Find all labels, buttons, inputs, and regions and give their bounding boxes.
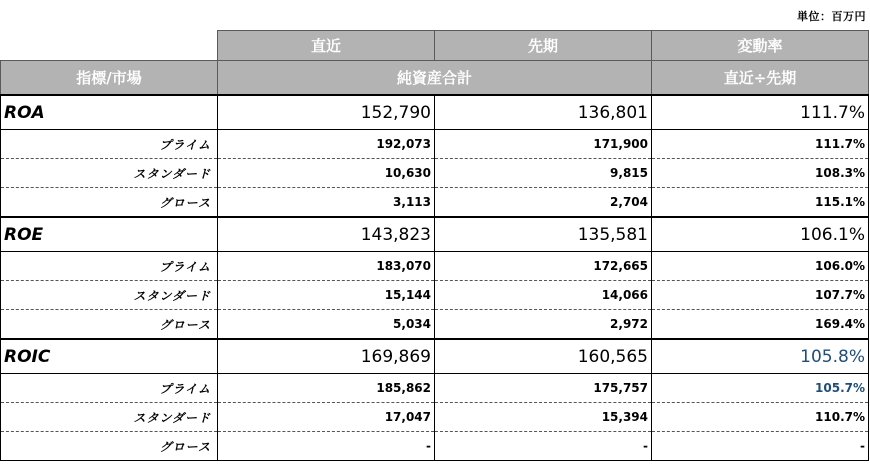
market-recent: 10,630 — [218, 159, 435, 188]
unit-label: 単位：百万円 — [797, 10, 866, 23]
market-recent: 15,144 — [218, 281, 435, 310]
market-label: プライム — [1, 252, 218, 281]
market-row — [1, 159, 869, 188]
metric-label: ROA — [1, 95, 218, 130]
market-label: プライム — [1, 130, 218, 159]
header-row-label: 指標/市場 — [1, 61, 218, 96]
metric-label: ROIC — [1, 339, 218, 374]
market-change: 169.4% — [652, 310, 869, 340]
header-recent: 直近 — [218, 31, 435, 61]
metric-previous: 160,565 — [435, 339, 652, 374]
metric-row-roic — [1, 339, 869, 374]
market-row — [1, 374, 869, 403]
market-change: 111.7% — [652, 130, 869, 159]
sub-header-row — [1, 61, 869, 96]
market-label: グロース — [1, 432, 218, 461]
market-change: 105.7% — [652, 374, 869, 403]
metric-previous: 135,581 — [435, 217, 652, 252]
market-change: 107.7% — [652, 281, 869, 310]
market-recent: 17,047 — [218, 403, 435, 432]
market-previous: 15,394 — [435, 403, 652, 432]
header-previous: 先期 — [435, 31, 652, 61]
market-label: スタンダード — [1, 281, 218, 310]
market-row — [1, 188, 869, 218]
market-change: 110.7% — [652, 403, 869, 432]
metric-label: ROE — [1, 217, 218, 252]
market-previous: 14,066 — [435, 281, 652, 310]
column-header-row — [1, 31, 869, 61]
market-row — [1, 403, 869, 432]
market-label: グロース — [1, 188, 218, 218]
market-previous: 2,972 — [435, 310, 652, 340]
metric-recent: 169,869 — [218, 339, 435, 374]
metric-recent: 152,790 — [218, 95, 435, 130]
market-change: - — [652, 432, 869, 461]
metric-change: 111.7% — [652, 95, 869, 130]
market-recent: 183,070 — [218, 252, 435, 281]
header-net-assets-total: 純資産合計 — [218, 61, 652, 96]
market-label: スタンダード — [1, 403, 218, 432]
metric-change: 106.1% — [652, 217, 869, 252]
metric-previous: 136,801 — [435, 95, 652, 130]
header-blank-cell — [1, 31, 218, 61]
market-previous: 171,900 — [435, 130, 652, 159]
net-assets-table — [0, 30, 869, 461]
market-change: 115.1% — [652, 188, 869, 218]
metric-recent: 143,823 — [218, 217, 435, 252]
market-recent: 185,862 — [218, 374, 435, 403]
market-change: 106.0% — [652, 252, 869, 281]
market-previous: - — [435, 432, 652, 461]
header-change: 変動率 — [652, 31, 869, 61]
market-change: 108.3% — [652, 159, 869, 188]
market-row — [1, 252, 869, 281]
market-label: グロース — [1, 310, 218, 340]
market-previous: 175,757 — [435, 374, 652, 403]
market-previous: 172,665 — [435, 252, 652, 281]
market-recent: 192,073 — [218, 130, 435, 159]
market-row — [1, 310, 869, 340]
market-previous: 2,704 — [435, 188, 652, 218]
market-row — [1, 432, 869, 461]
market-recent: - — [218, 432, 435, 461]
market-row — [1, 130, 869, 159]
metric-change: 105.8% — [652, 339, 869, 374]
metric-row-roa — [1, 95, 869, 130]
metric-row-roe — [1, 217, 869, 252]
market-row — [1, 281, 869, 310]
market-previous: 9,815 — [435, 159, 652, 188]
market-label: プライム — [1, 374, 218, 403]
market-recent: 5,034 — [218, 310, 435, 340]
header-change-formula: 直近÷先期 — [652, 61, 869, 96]
market-recent: 3,113 — [218, 188, 435, 218]
market-label: スタンダード — [1, 159, 218, 188]
